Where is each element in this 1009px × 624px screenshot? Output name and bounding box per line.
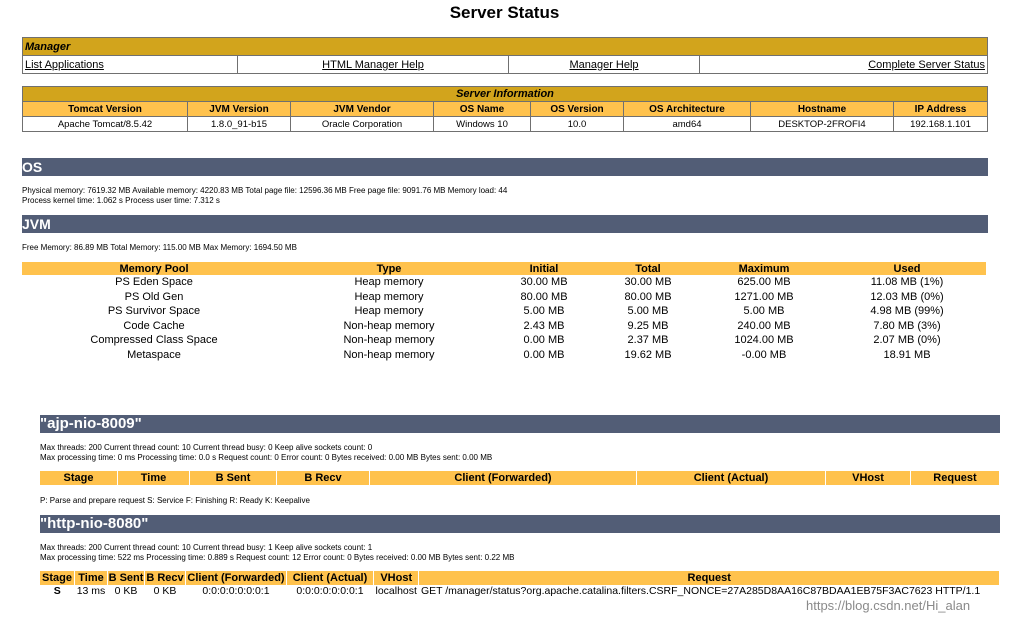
pool-total: 80.00 MB bbox=[624, 290, 672, 303]
os-heading: OS bbox=[22, 158, 988, 176]
http-client-actual-header: Client (Actual) bbox=[287, 571, 374, 585]
os-name-header: OS Name bbox=[434, 102, 531, 117]
http-processing-info: Max processing time: 522 ms Processing time: 0.889 s Request count: 12 Error count: 0 Bytes received: 0.00 MB Bytes sent: 0.22 MB bbox=[40, 553, 515, 562]
table-row bbox=[22, 290, 986, 305]
pool-used: 7.80 MB (3%) bbox=[873, 319, 941, 332]
ajp-connector-heading: "ajp-nio-8009" bbox=[40, 415, 1000, 433]
table-row bbox=[22, 333, 986, 348]
pool-total: 2.37 MB bbox=[627, 334, 669, 347]
http-thread-info: Max threads: 200 Current thread count: 10 Current thread busy: 1 Keep alive sockets count: 1 bbox=[40, 543, 373, 552]
complete-server-status-link[interactable]: Complete Server Status bbox=[868, 58, 985, 71]
http-brecv-header: B Recv bbox=[146, 572, 184, 584]
os-architecture-header: OS Architecture bbox=[624, 102, 751, 117]
pool-initial: 0.00 MB bbox=[523, 334, 565, 347]
ajp-time-header: Time bbox=[118, 471, 190, 485]
pool-initial: 2.43 MB bbox=[523, 319, 565, 332]
pool-total: 9.25 MB bbox=[627, 319, 669, 332]
pool-total: 30.00 MB bbox=[624, 276, 672, 289]
pool-maximum: 625.00 MB bbox=[737, 276, 791, 289]
memory-pool-header: Memory Pool bbox=[22, 262, 286, 275]
pool-used: 18.91 MB bbox=[883, 348, 931, 361]
table-row bbox=[22, 304, 986, 319]
os-architecture-value: amd64 bbox=[624, 117, 751, 132]
pool-type: Non-heap memory bbox=[343, 319, 435, 332]
server-info-table bbox=[22, 86, 988, 132]
pool-type: Heap memory bbox=[354, 305, 424, 318]
ajp-bsent-header: B Sent bbox=[190, 471, 277, 485]
http-time-header: Time bbox=[75, 571, 108, 585]
http-connector-heading: "http-nio-8080" bbox=[40, 515, 1000, 533]
http-vhost-header: VHost bbox=[374, 571, 419, 585]
pool-initial: 80.00 MB bbox=[520, 290, 568, 303]
http-client-forwarded-header: Client (Forwarded) bbox=[187, 572, 285, 584]
table-row bbox=[22, 348, 986, 363]
tomcat-version-value: Apache Tomcat/8.5.42 bbox=[23, 117, 188, 132]
maximum-header: Maximum bbox=[700, 262, 828, 275]
table-row bbox=[40, 585, 1000, 597]
manager-heading: Manager bbox=[23, 38, 988, 56]
pool-type: Non-heap memory bbox=[343, 334, 435, 347]
jvm-vendor-header: JVM Vendor bbox=[291, 102, 434, 117]
jvm-vendor-value: Oracle Corporation bbox=[291, 117, 434, 132]
pool-maximum: 1024.00 MB bbox=[734, 334, 794, 347]
os-name-value: Windows 10 bbox=[434, 117, 531, 132]
total-header: Total bbox=[596, 262, 700, 275]
pool-type: Heap memory bbox=[354, 290, 424, 303]
jvm-version-value: 1.8.0_91-b15 bbox=[188, 117, 291, 132]
ajp-stage-legend: P: Parse and prepare request S: Service F: Finishing R: Ready K: Keepalive bbox=[40, 496, 310, 505]
tomcat-version-header: Tomcat Version bbox=[23, 102, 188, 117]
pool-initial: 0.00 MB bbox=[523, 348, 565, 361]
pool-total: 19.62 MB bbox=[624, 348, 672, 361]
http-bsent-header: B Sent bbox=[108, 572, 144, 584]
pool-total: 5.00 MB bbox=[627, 305, 669, 318]
ip-address-header: IP Address bbox=[894, 102, 988, 117]
pool-name: Code Cache bbox=[123, 319, 185, 332]
pool-name: Compressed Class Space bbox=[90, 334, 218, 347]
os-version-value: 10.0 bbox=[531, 117, 624, 132]
http-stage-value: S bbox=[53, 585, 61, 597]
jvm-memory-info: Free Memory: 86.89 MB Total Memory: 115.00 MB Max Memory: 1694.50 MB bbox=[22, 243, 297, 252]
ip-address-value: 192.168.1.101 bbox=[894, 117, 988, 132]
http-bsent-value: 0 KB bbox=[114, 585, 138, 597]
pool-name: Metaspace bbox=[127, 348, 181, 361]
ajp-stage-header: Stage bbox=[40, 471, 118, 485]
os-version-header: OS Version bbox=[531, 102, 624, 117]
pool-initial: 5.00 MB bbox=[523, 305, 565, 318]
pool-maximum: 1271.00 MB bbox=[734, 290, 794, 303]
pool-name: PS Eden Space bbox=[115, 276, 193, 289]
ajp-request-table bbox=[40, 471, 1000, 485]
page-title: Server Status bbox=[449, 3, 560, 22]
table-row bbox=[22, 319, 986, 334]
pool-name: PS Old Gen bbox=[124, 290, 184, 303]
memory-pool-table bbox=[22, 262, 986, 362]
used-header: Used bbox=[828, 262, 986, 275]
jvm-version-header: JVM Version bbox=[188, 102, 291, 117]
ajp-client-forwarded-header: Client (Forwarded) bbox=[370, 471, 637, 485]
pool-name: PS Survivor Space bbox=[107, 305, 201, 318]
manager-table bbox=[22, 37, 988, 74]
jvm-heading: JVM bbox=[22, 215, 988, 233]
ajp-thread-info: Max threads: 200 Current thread count: 10 Current thread busy: 0 Keep alive sockets count: 0 bbox=[40, 443, 373, 452]
pool-initial: 30.00 MB bbox=[520, 276, 568, 289]
os-process-time: Process kernel time: 1.062 s Process user time: 7.312 s bbox=[22, 196, 220, 205]
watermark: https://blog.csdn.net/Hi_alan bbox=[806, 598, 971, 613]
pool-maximum: 240.00 MB bbox=[737, 319, 791, 332]
http-vhost-value: localhost bbox=[375, 585, 417, 597]
ajp-brecv-header: B Recv bbox=[277, 471, 370, 485]
html-manager-help-link[interactable]: HTML Manager Help bbox=[322, 58, 424, 71]
http-brecv-value: 0 KB bbox=[153, 585, 177, 597]
http-client-forwarded-value: 0:0:0:0:0:0:0:1 bbox=[202, 585, 270, 597]
http-client-actual-value: 0:0:0:0:0:0:0:1 bbox=[296, 585, 364, 597]
ajp-client-actual-header: Client (Actual) bbox=[637, 471, 826, 485]
pool-used: 11.08 MB (1%) bbox=[870, 276, 944, 289]
pool-used: 4.98 MB (99%) bbox=[870, 305, 944, 318]
pool-maximum: 5.00 MB bbox=[743, 305, 785, 318]
list-applications-link[interactable]: List Applications bbox=[25, 58, 104, 71]
http-request-header: Request bbox=[419, 571, 1000, 585]
pool-type: Heap memory bbox=[354, 276, 424, 289]
initial-header: Initial bbox=[492, 262, 596, 275]
http-request-table bbox=[40, 571, 1000, 597]
table-row bbox=[22, 275, 986, 290]
http-stage-header: Stage bbox=[40, 571, 75, 585]
type-header: Type bbox=[286, 262, 492, 275]
manager-help-link[interactable]: Manager Help bbox=[569, 58, 639, 71]
hostname-header: Hostname bbox=[751, 102, 894, 117]
http-time-value: 13 ms bbox=[76, 585, 106, 597]
server-info-heading: Server Information bbox=[23, 87, 988, 102]
pool-maximum: -0.00 MB bbox=[741, 348, 787, 361]
hostname-value: DESKTOP-2FROFI4 bbox=[751, 117, 894, 132]
os-memory-info: Physical memory: 7619.32 MB Available memory: 4220.83 MB Total page file: 12596.36 MB Free page file: 9091.76 MB Memory load: 44 bbox=[22, 186, 508, 195]
pool-used: 2.07 MB (0%) bbox=[873, 334, 941, 347]
ajp-request-header: Request bbox=[911, 471, 1000, 485]
ajp-processing-info: Max processing time: 0 ms Processing time: 0.0 s Request count: 0 Error count: 0 Bytes received: 0.00 MB Bytes sent: 0.00 MB bbox=[40, 453, 493, 462]
pool-type: Non-heap memory bbox=[343, 348, 435, 361]
http-request-value: GET /manager/status?org.apache.catalina.filters.CSRF_NONCE=27A285D8AA16C87BDAA1EB75F3AC7623 HTTP/1.1 bbox=[420, 585, 981, 597]
ajp-vhost-header: VHost bbox=[826, 471, 911, 485]
pool-used: 12.03 MB (0%) bbox=[870, 290, 944, 303]
